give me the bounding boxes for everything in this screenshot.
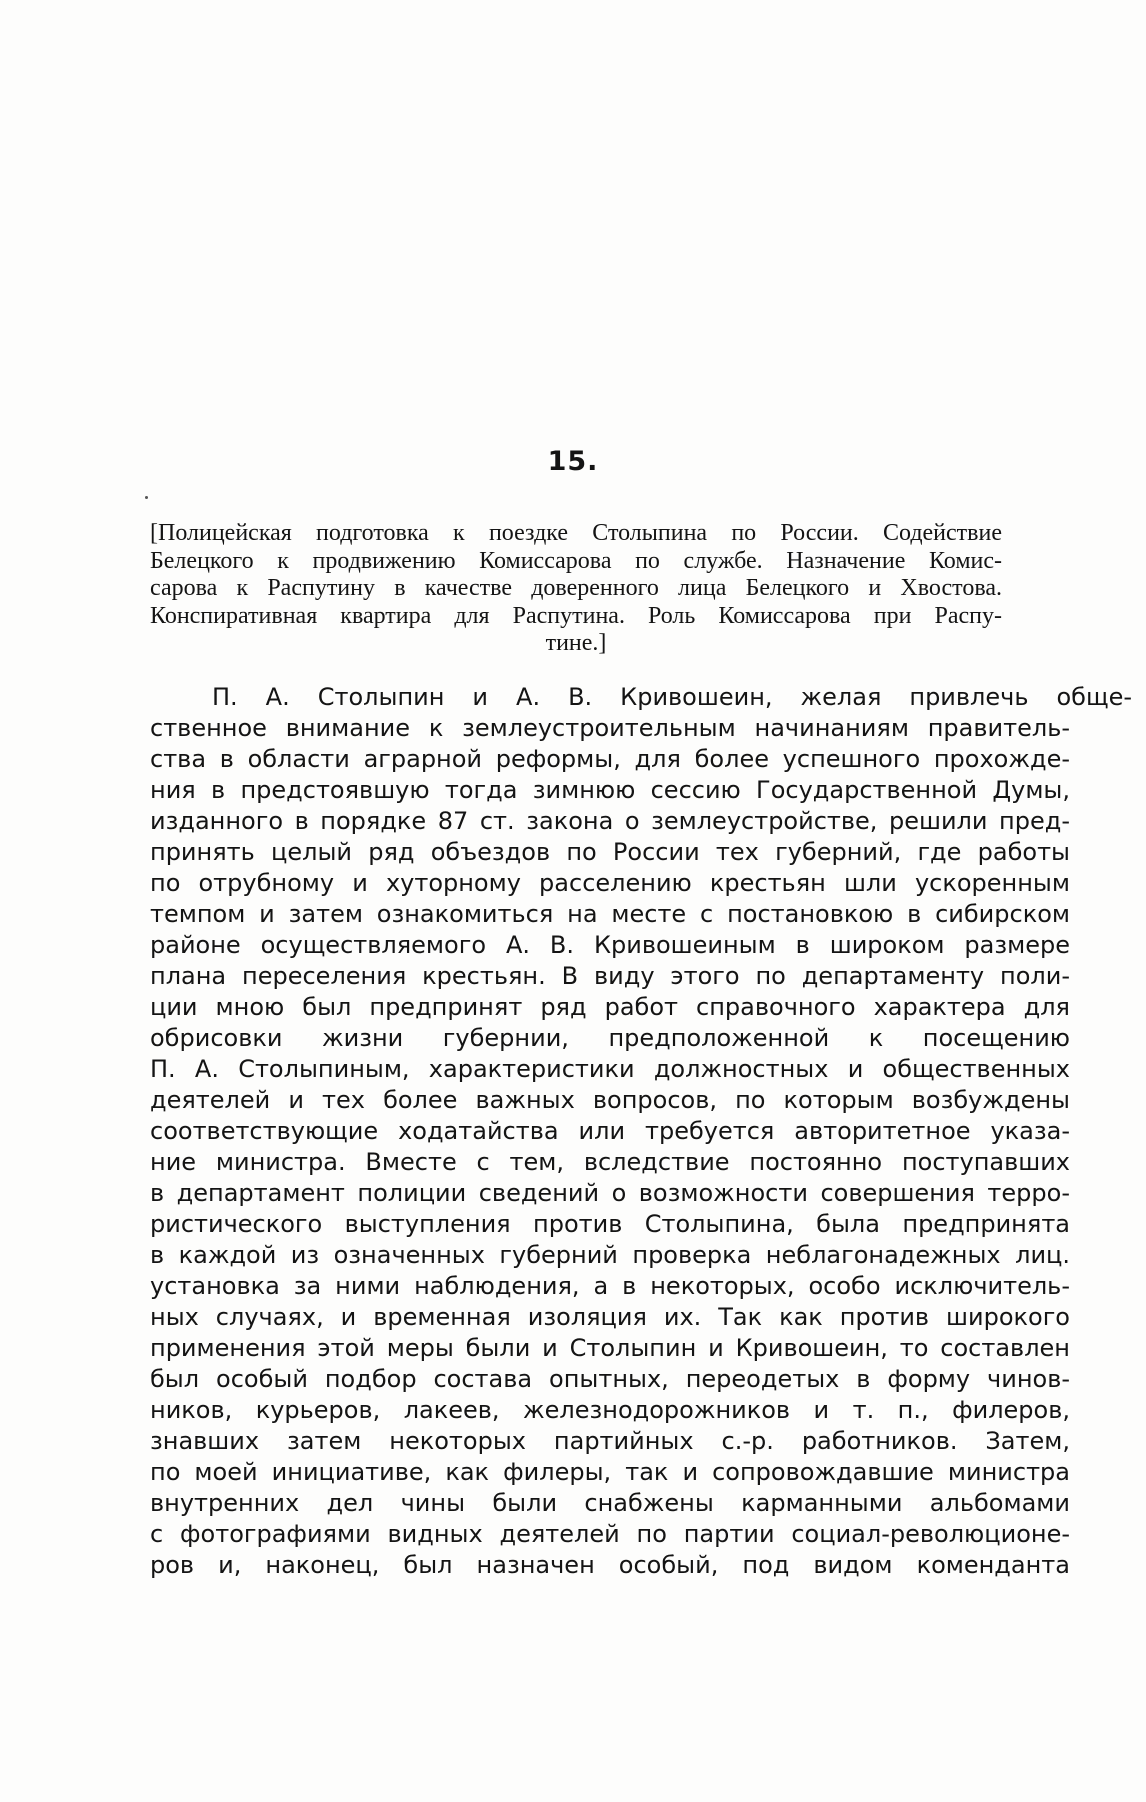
- section-summary: [150, 520, 1002, 658]
- body-line: районе осуществляемого А. В. Кривошеиным в широком размере: [150, 931, 1070, 959]
- body-line: обрисовки жизни губернии, предположенной к посещению: [150, 1024, 1070, 1052]
- body-line: в департамент полиции сведений о возможности совершения терро-: [150, 1179, 1070, 1207]
- body-line: ции мною был предпринят ряд работ справочного характера для: [150, 993, 1070, 1021]
- body-line: темпом и затем ознакомиться на месте с постановкою в сибирском: [150, 900, 1070, 928]
- body-line: установка за ними наблюдения, а в некоторых, особо исключитель-: [150, 1272, 1070, 1300]
- body-line: ственное внимание к землеустроительным начинаниям правитель-: [150, 714, 1070, 742]
- summary-line: [Полицейская подготовка к поездке Столыпина по России. Содействие: [150, 520, 1002, 546]
- body-line: ников, курьеров, лакеев, железнодорожников и т. п., филеров,: [150, 1396, 1070, 1424]
- body-line: по моей инициативе, как филеры, так и сопровождавшие министра: [150, 1458, 1070, 1486]
- summary-line: Конспиративная квартира для Распутина. Роль Комиссарова при Распу-: [150, 602, 1002, 629]
- body-line: П. А. Столыпиным, характеристики должностных и общественных: [150, 1055, 1070, 1083]
- body-line: внутренних дел чины были снабжены карманными альбомами: [150, 1489, 1070, 1517]
- body-line: изданного в порядке 87 ст. закона о землеустройстве, решили пред-: [150, 807, 1070, 835]
- body-line: с фотографиями видных деятелей по партии социал-революционе-: [150, 1520, 1070, 1548]
- body-line: П. А. Столыпин и А. В. Кривошеин, желая привлечь обще-: [212, 683, 1132, 711]
- body-line: соответствующие ходатайства или требуется авторитетное указа-: [150, 1117, 1070, 1145]
- body-line: деятелей и тех более важных вопросов, по которым возбуждены: [150, 1086, 1070, 1114]
- body-line: по отрубному и хуторному расселению крестьян шли ускоренным: [150, 869, 1070, 897]
- body-line: ния в предстоявшую тогда зимнюю сессию Государственной Думы,: [150, 776, 1070, 804]
- body-line: в каждой из означенных губерний проверка неблагонадежных лиц.: [150, 1241, 1070, 1269]
- body-line: ров и, наконец, был назначен особый, под видом коменданта: [150, 1551, 1070, 1579]
- body-line: знавших затем некоторых партийных с.-р. работников. Затем,: [150, 1427, 1070, 1455]
- body-line: плана переселения крестьян. В виду этого по департаменту поли-: [150, 962, 1070, 990]
- body-line: принять целый ряд объездов по России тех губерний, где работы: [150, 838, 1070, 866]
- summary-line: сарова к Распутину в качестве доверенного лица Белецкого и Хвостова.: [150, 575, 1002, 601]
- body-line: ристического выступления против Столыпина, была предпринята: [150, 1210, 1070, 1238]
- body-line: ние министра. Вместе с тем, вследствие постоянно поступавших: [150, 1148, 1070, 1176]
- section-number: 15.: [547, 446, 599, 477]
- body-line: применения этой меры были и Столыпин и Кривошеин, то составлен: [150, 1334, 1070, 1362]
- summary-line: тине.]: [545, 630, 607, 656]
- body-line: ства в области аграрной реформы, для более успешного прохожде-: [150, 745, 1070, 773]
- print-speck: [145, 496, 148, 499]
- body-line: был особый подбор состава опытных, переодетых в форму чинов-: [150, 1365, 1070, 1393]
- body-line: ных случаях, и временная изоляция их. Так как против широкого: [150, 1303, 1070, 1331]
- summary-line: Белецкого к продвижению Комиссарова по службе. Назначение Комис-: [150, 547, 1002, 574]
- body-text: [150, 682, 1132, 1581]
